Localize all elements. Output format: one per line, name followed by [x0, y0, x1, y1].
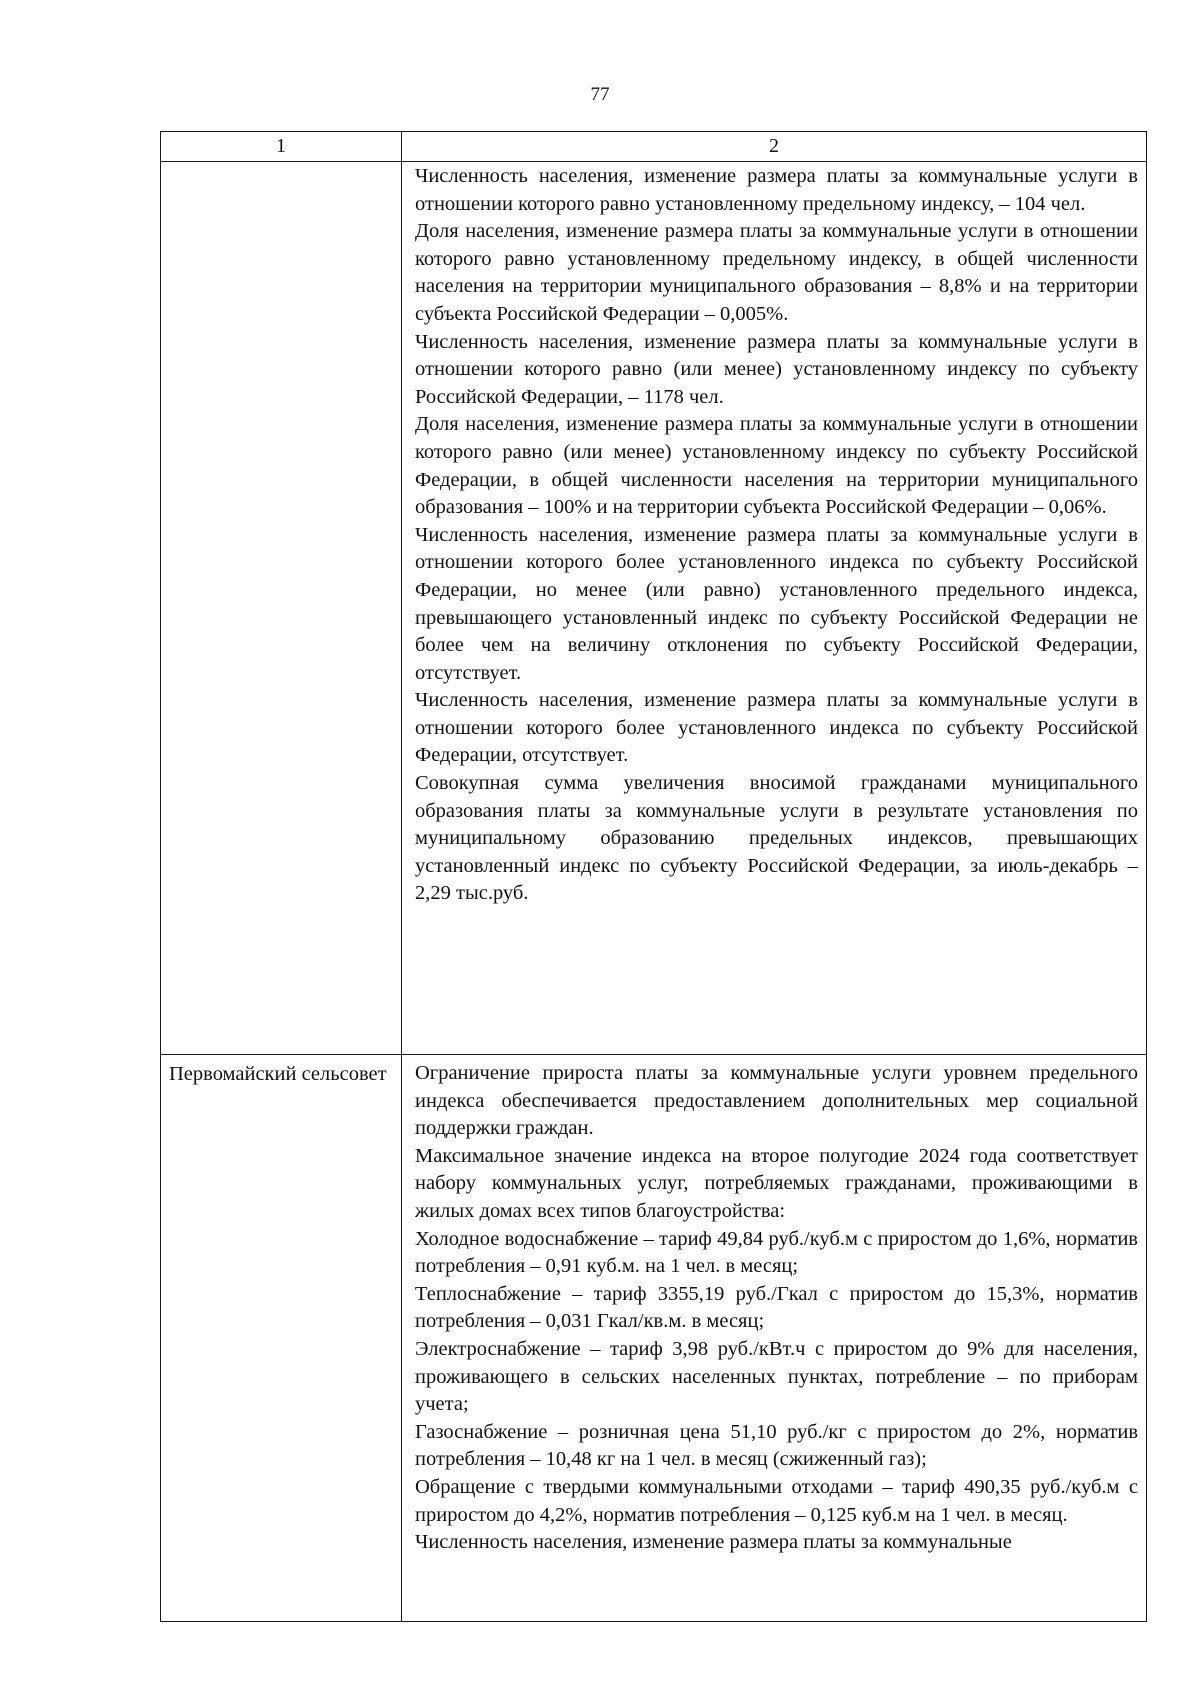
- paragraph: Ограничение прироста платы за коммунальные услуги уровнем предельного индекса обеспечивается предоставлением дополнительных мер социальной поддержки граждан.: [415, 1062, 1138, 1140]
- header-column-2: 2: [402, 132, 1147, 162]
- table-row: [161, 162, 1147, 1055]
- header-column-1: 1: [161, 132, 402, 162]
- municipality-cell: Первомайский сельсовет: [161, 1055, 402, 1622]
- paragraph: Холодное водоснабжение – тариф 49,84 руб./куб.м с приростом до 1,6%, норматив потребления – 0,91 куб.м. на 1 чел. в месяц;: [415, 1227, 1138, 1278]
- paragraph: Доля населения, изменение размера платы за коммунальные услуги в отношении которого равно (или менее) установленному индексу по субъекту Российской Федерации, в общей численности населения на территории муниципального образования – 100% и на территории субъекта Российской Федерации – 0,06%.: [415, 413, 1138, 519]
- table-row: [161, 1055, 1147, 1622]
- paragraph: Численность населения, изменение размера платы за коммунальные услуги в отношении которого равно установленному предельному индексу, – 104 чел.: [415, 165, 1138, 215]
- document-table: [160, 131, 1147, 1622]
- paragraph: Теплоснабжение – тариф 3355,19 руб./Гкал с приростом до 15,3%, норматив потребления – 0,031 Гкал/кв.м. в месяц;: [415, 1282, 1138, 1333]
- paragraph: Численность населения, изменение размера платы за коммунальные услуги в отношении которого равно (или менее) установленному индексу по субъекту Российской Федерации, – 1178 чел.: [415, 330, 1138, 408]
- paragraph: Максимальное значение индекса на второе полугодие 2024 года соответствует набору коммунальных услуг, потребляемых гражданами, проживающими в жилых домах всех типов благоустройства:: [415, 1144, 1138, 1222]
- paragraph: Совокупная сумма увеличения вносимой гражданами муниципального образования платы за коммунальные услуги в результате установления по муниципальному образованию предельных индексов, превышающих установленный индекс по субъекту Российской Федерации, за июль-декабрь – 2,29 тыс.руб.: [415, 772, 1138, 905]
- description-cell: [402, 162, 1147, 1055]
- description-cell: [402, 1055, 1147, 1622]
- paragraph: Численность населения, изменение размера платы за коммунальные услуги в отношении которого более установленного индекса по субъекту Российской Федерации, отсутствует.: [415, 689, 1138, 767]
- page-number: 77: [590, 84, 610, 105]
- paragraph: Газоснабжение – розничная цена 51,10 руб./кг с приростом до 2%, норматив потребления – 10,48 кг на 1 чел. в месяц (сжиженный газ);: [415, 1420, 1138, 1471]
- municipality-cell: [161, 162, 402, 1055]
- paragraph: Численность населения, изменение размера платы за коммунальные услуги в отношении которого более установленного индекса по субъекту Российской Федерации, но менее (или равно) установленного предельного индекса, превышающего установленный индекс по субъекту Российской Федерации не более чем на величину отклонения по субъекту Российской Федерации, отсутствует.: [415, 523, 1138, 684]
- paragraph: Обращение с твердыми коммунальными отходами – тариф 490,35 руб./куб.м с приростом до 4,2%, норматив потребления – 0,125 куб.м на 1 чел. в месяц.: [415, 1475, 1138, 1526]
- table-header-row: [161, 132, 1147, 162]
- paragraph: Электроснабжение – тариф 3,98 руб./кВт.ч с приростом до 9% для населения, проживающего в сельских населенных пунктах, потребление – по приборам учета;: [415, 1337, 1138, 1416]
- paragraph: Численность населения, изменение размера платы за коммунальные: [415, 1531, 1012, 1554]
- paragraph: Доля населения, изменение размера платы за коммунальные услуги в отношении которого равно установленному предельному индексу, в общей численности населения на территории муниципального образования – 8,8% и на территории субъекта Российской Федерации – 0,005%.: [415, 220, 1138, 325]
